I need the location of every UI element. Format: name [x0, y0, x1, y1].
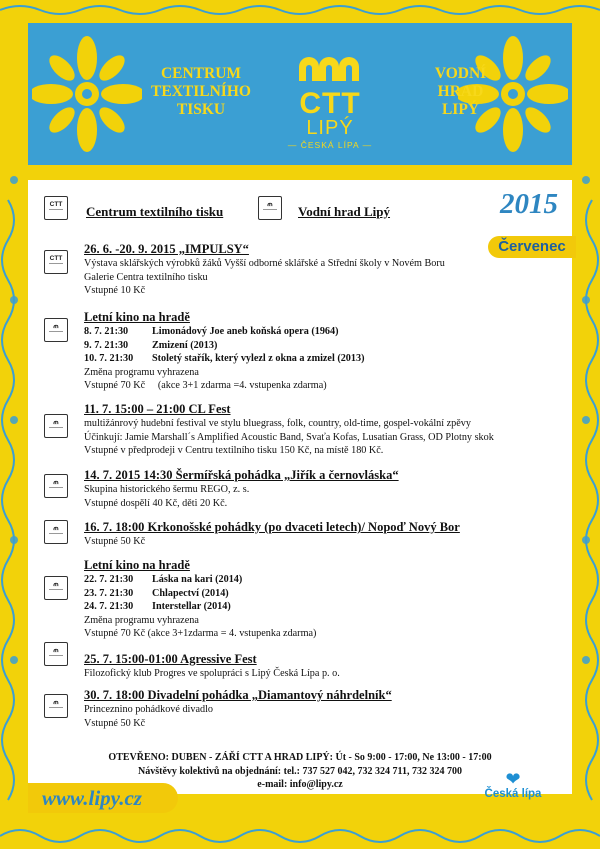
website-bar: [28, 783, 178, 813]
logo-city-text: — ČESKÁ LÍPA —: [287, 140, 373, 150]
event-divadelni-pohadka: 30. 7. 18:00 Divadelní pohádka „Diamantový náhrdelník“ Princeznino pohádkové divadlo Vstupné 50 Kč: [84, 688, 392, 729]
year-label: 2015: [500, 188, 558, 220]
event-title: 11. 7. 15:00 – 21:00 CL Fest: [84, 402, 231, 416]
logo-lipy-text: LIPÝ: [306, 117, 354, 139]
event-venue-icon: ጠ: [44, 576, 68, 600]
event-title: 25. 7. 15:00-01:00 Agressive Fest: [84, 652, 257, 666]
event-title: 30. 7. 18:00 Divadelní pohádka „Diamantový náhrdelník“: [84, 688, 392, 702]
event-venue-icon: ጠ: [44, 642, 68, 666]
event-venue-icon: ጠ: [44, 694, 68, 718]
event-agressive-fest: 25. 7. 15:00-01:00 Agressive Fest Filozofický klub Progres ve spolupráci s Lipý Česká Lípa p. o.: [84, 652, 340, 679]
event-krkonosske-pohadky: 16. 7. 18:00 Krkonošské pohádky (po dvaceti letech)/ Nopoď Nový Bor Vstupné 50 Kč: [84, 520, 460, 547]
ctt-arch-icon: [295, 55, 365, 81]
schedule-row: 23. 7. 21:30 Chlapectví (2014): [84, 587, 229, 599]
month-badge: Červenec: [488, 236, 576, 258]
event-impulsy: 26. 6. -20. 9. 2015 „IMPULSY“ Výstava sklářských výrobků žáků Vyšší odborné sklářské a Střední školy v Novém Boru Galerie Centra textilního tisku Vstupné 10 Kč: [84, 242, 445, 296]
opening-hours-footer: OTEVŘENO: DUBEN - ZÁŘÍ CTT A HRAD LIPÝ: Út - So 9:00 - 17:00, Ne 13:00 - 17:00 Návštěvy kolektivů na objednání: tel.: 737 527 042, 732 324 711, 732 324 700 e-mail: info@lipy.cz: [108, 752, 492, 790]
lipy-mini-logo-icon: ጠ: [258, 196, 282, 220]
event-venue-icon: ጠ: [44, 474, 68, 498]
ceska-lipa-logo: ❤ Česká lípa: [478, 770, 548, 800]
event-venue-icon: ጠ: [44, 414, 68, 438]
schedule-row: 24. 7. 21:30 Interstellar (2014): [84, 601, 231, 612]
program-panel: [28, 180, 572, 794]
event-venue-icon: ጠ: [44, 318, 68, 342]
event-letni-kino-1: Letní kino na hradě 8. 7. 21:30 Limonádový Joe aneb koňská opera (1964) 9. 7. 21:30 Zmizení (2013) 10. 7. 21:30 Stoletý stařík, který vylezl z okna a zmizel (2013) Změna programu vyhrazena Vstupné 70 Kč (akce 3+1 zdarma =4. vstupenka zdarma): [84, 310, 365, 391]
event-venue-icon: ጠ: [44, 520, 68, 544]
header-banner: [28, 23, 572, 165]
website-link[interactable]: www.lipy.cz: [42, 786, 142, 810]
ctt-mini-logo-icon: CTT: [44, 196, 68, 220]
ctt-lipy-logo: [275, 55, 385, 150]
venue-label-ctt: Centrum textilního tisku: [86, 204, 224, 219]
logo-ctt-text: CTT: [299, 87, 361, 120]
schedule-row: 22. 7. 21:30 Láska na kari (2014): [84, 574, 243, 585]
schedule-row: 10. 7. 21:30 Stoletý stařík, který vylezl z okna a zmizel (2013): [84, 353, 365, 364]
event-venue-icon: CTT: [44, 250, 68, 274]
heart-icon: ❤: [505, 769, 521, 789]
schedule-row: 9. 7. 21:30 Zmizení (2013): [84, 339, 218, 351]
event-sermirska-pohadka: 14. 7. 2015 14:30 Šermířská pohádka „Jiřík a černovláska“ Skupina historického šermu REGO, z. s. Vstupné dospělí 40 Kč, děti 20 Kč.: [84, 468, 399, 509]
event-title: Letní kino na hradě: [84, 310, 190, 324]
schedule-row: 8. 7. 21:30 Limonádový Joe aneb koňská opera (1964): [84, 326, 339, 337]
event-letni-kino-2: Letní kino na hradě 22. 7. 21:30 Láska na kari (2014) 23. 7. 21:30 Chlapectví (2014) 24. 7. 21:30 Interstellar (2014) Změna programu vyhrazena Vstupné 70 Kč (akce 3+1zdarma = 4. vstupenka zdarma): [84, 558, 317, 639]
header-left-title: CENTRUM TEXTILNÍHO TISKU: [151, 65, 251, 118]
event-title: Letní kino na hradě: [84, 558, 190, 572]
header-right-title: VODNÍ HRAD LIPÝ: [434, 65, 487, 118]
event-cl-fest: 11. 7. 15:00 – 21:00 CL Fest multižánrový hudební festival ve stylu bluegrass, folk, country, old-time, gospel-vokální zpěvy Účinkují: Jamie Marshall´s Amplified Acoustic Band, Svaťa Kofas, Lusatian Grass, OD Plotny skok Vstupné v předprodeji v Centru textilního tisku 150 Kč, na místě 180 Kč.: [84, 402, 494, 456]
folk-flower-left-icon: [32, 23, 142, 165]
venue-label-hrad: Vodní hrad Lipý: [298, 204, 391, 219]
event-title: 14. 7. 2015 14:30 Šermířská pohádka „Jiřík a černovláska“: [84, 468, 399, 482]
event-title: 26. 6. -20. 9. 2015 „IMPULSY“: [84, 242, 249, 256]
event-title: 16. 7. 18:00 Krkonošské pohádky (po dvaceti letech)/ Nopoď Nový Bor: [84, 520, 460, 534]
